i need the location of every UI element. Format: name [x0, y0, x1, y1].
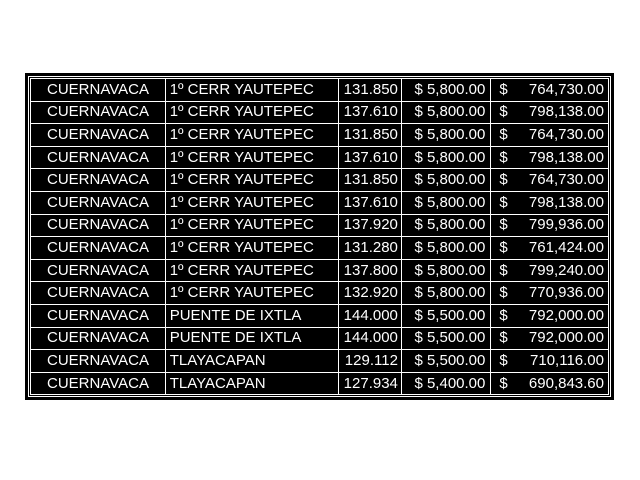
place-cell[interactable]: PUENTE DE IXTLA	[165, 327, 338, 350]
quantity-cell[interactable]: 131.280	[338, 237, 401, 260]
total-amount: 798,138.00	[528, 103, 604, 121]
city-cell[interactable]: CUERNAVACA	[31, 146, 166, 169]
currency-symbol: $	[499, 238, 508, 256]
price-cell[interactable]: $ 5,800.00	[401, 237, 490, 260]
place-cell[interactable]: 1º CERR YAUTEPEC	[165, 191, 338, 214]
price-cell[interactable]: $ 5,800.00	[401, 191, 490, 214]
total-cell[interactable]	[491, 237, 609, 260]
data-table-frame	[26, 74, 613, 399]
place-cell[interactable]: 1º CERR YAUTEPEC	[165, 124, 338, 147]
price-cell[interactable]: $ 5,800.00	[401, 101, 490, 124]
total-amount: 764,730.00	[528, 80, 604, 98]
table-row	[31, 146, 609, 169]
place-cell[interactable]: 1º CERR YAUTEPEC	[165, 237, 338, 260]
table-row	[31, 350, 609, 373]
city-cell[interactable]: CUERNAVACA	[31, 350, 166, 373]
price-cell[interactable]: $ 5,800.00	[401, 259, 490, 282]
currency-symbol: $	[499, 80, 508, 98]
city-cell[interactable]: CUERNAVACA	[31, 124, 166, 147]
price-cell[interactable]: $ 5,500.00	[401, 327, 490, 350]
place-cell[interactable]: 1º CERR YAUTEPEC	[165, 259, 338, 282]
total-cell[interactable]	[491, 282, 609, 305]
city-cell[interactable]: CUERNAVACA	[31, 214, 166, 237]
currency-symbol: $	[499, 351, 508, 369]
table-row	[31, 191, 609, 214]
quantity-cell[interactable]: 137.610	[338, 101, 401, 124]
table-row	[31, 282, 609, 305]
currency-symbol: $	[499, 306, 508, 324]
place-cell[interactable]: 1º CERR YAUTEPEC	[165, 169, 338, 192]
place-cell[interactable]: 1º CERR YAUTEPEC	[165, 79, 338, 102]
total-cell[interactable]	[491, 101, 609, 124]
total-cell[interactable]	[491, 191, 609, 214]
city-cell[interactable]: CUERNAVACA	[31, 372, 166, 395]
currency-symbol: $	[499, 171, 508, 189]
table-row	[31, 327, 609, 350]
currency-symbol: $	[499, 193, 508, 211]
city-cell[interactable]: CUERNAVACA	[31, 327, 166, 350]
place-cell[interactable]: 1º CERR YAUTEPEC	[165, 282, 338, 305]
total-amount: 764,730.00	[528, 171, 604, 189]
quantity-cell[interactable]: 137.920	[338, 214, 401, 237]
city-cell[interactable]: CUERNAVACA	[31, 282, 166, 305]
total-amount: 798,138.00	[528, 148, 604, 166]
total-amount: 798,138.00	[528, 193, 604, 211]
price-cell[interactable]: $ 5,800.00	[401, 146, 490, 169]
price-cell[interactable]: $ 5,800.00	[401, 214, 490, 237]
total-amount: 690,843.60	[528, 374, 604, 392]
table-row	[31, 169, 609, 192]
table-row	[31, 124, 609, 147]
total-cell[interactable]	[491, 169, 609, 192]
data-table	[30, 78, 609, 395]
total-cell[interactable]	[491, 372, 609, 395]
total-amount: 799,240.00	[528, 261, 604, 279]
quantity-cell[interactable]: 137.800	[338, 259, 401, 282]
city-cell[interactable]: CUERNAVACA	[31, 169, 166, 192]
price-cell[interactable]: $ 5,500.00	[401, 304, 490, 327]
total-cell[interactable]	[491, 124, 609, 147]
currency-symbol: $	[499, 261, 508, 279]
city-cell[interactable]: CUERNAVACA	[31, 79, 166, 102]
currency-symbol: $	[499, 148, 508, 166]
table-row	[31, 259, 609, 282]
price-cell[interactable]: $ 5,800.00	[401, 79, 490, 102]
quantity-cell[interactable]: 144.000	[338, 304, 401, 327]
currency-symbol: $	[499, 329, 508, 347]
place-cell[interactable]: TLAYACAPAN	[165, 350, 338, 373]
table-row	[31, 79, 609, 102]
price-cell[interactable]: $ 5,800.00	[401, 282, 490, 305]
price-cell[interactable]: $ 5,800.00	[401, 124, 490, 147]
total-amount: 792,000.00	[528, 306, 604, 324]
table-row	[31, 214, 609, 237]
total-cell[interactable]	[491, 327, 609, 350]
table-body	[31, 79, 609, 395]
total-cell[interactable]	[491, 304, 609, 327]
table-row	[31, 304, 609, 327]
quantity-cell[interactable]: 132.920	[338, 282, 401, 305]
total-amount: 761,424.00	[528, 238, 604, 256]
total-amount: 770,936.00	[528, 284, 604, 302]
city-cell[interactable]: CUERNAVACA	[31, 101, 166, 124]
currency-symbol: $	[499, 284, 508, 302]
quantity-cell[interactable]: 144.000	[338, 327, 401, 350]
currency-symbol: $	[499, 125, 508, 143]
city-cell[interactable]: CUERNAVACA	[31, 304, 166, 327]
total-amount: 764,730.00	[528, 125, 604, 143]
total-amount: 799,936.00	[528, 216, 604, 234]
currency-symbol: $	[499, 374, 508, 392]
quantity-cell[interactable]: 129.112	[338, 350, 401, 373]
place-cell[interactable]: 1º CERR YAUTEPEC	[165, 101, 338, 124]
table-row	[31, 101, 609, 124]
total-amount: 710,116.00	[530, 351, 604, 369]
currency-symbol: $	[499, 103, 508, 121]
price-cell[interactable]: $ 5,500.00	[401, 350, 490, 373]
price-cell[interactable]: $ 5,400.00	[401, 372, 490, 395]
table-row	[31, 237, 609, 260]
total-cell[interactable]	[491, 350, 609, 373]
quantity-cell[interactable]: 131.850	[338, 124, 401, 147]
table-row	[31, 372, 609, 395]
place-cell[interactable]: TLAYACAPAN	[165, 372, 338, 395]
total-amount: 792,000.00	[528, 329, 604, 347]
place-cell[interactable]: 1º CERR YAUTEPEC	[165, 214, 338, 237]
price-cell[interactable]: $ 5,800.00	[401, 169, 490, 192]
total-cell[interactable]	[491, 259, 609, 282]
place-cell[interactable]: 1º CERR YAUTEPEC	[165, 146, 338, 169]
quantity-cell[interactable]: 137.610	[338, 146, 401, 169]
quantity-cell[interactable]: 131.850	[338, 79, 401, 102]
quantity-cell[interactable]: 127.934	[338, 372, 401, 395]
city-cell[interactable]: CUERNAVACA	[31, 237, 166, 260]
quantity-cell[interactable]: 137.610	[338, 191, 401, 214]
total-cell[interactable]	[491, 146, 609, 169]
quantity-cell[interactable]: 131.850	[338, 169, 401, 192]
place-cell[interactable]: PUENTE DE IXTLA	[165, 304, 338, 327]
total-cell[interactable]	[491, 79, 609, 102]
currency-symbol: $	[499, 216, 508, 234]
total-cell[interactable]	[491, 214, 609, 237]
city-cell[interactable]: CUERNAVACA	[31, 191, 166, 214]
city-cell[interactable]: CUERNAVACA	[31, 259, 166, 282]
